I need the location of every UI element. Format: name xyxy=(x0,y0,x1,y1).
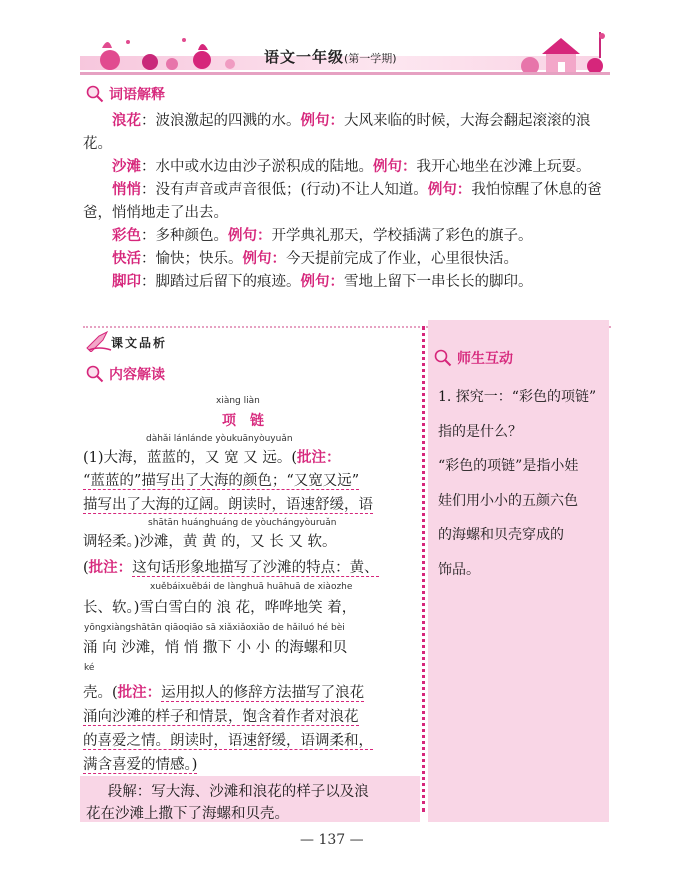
text-line: 壳。(批注：运用拟人的修辞方法描写了浪花 xyxy=(83,685,365,701)
text-line: (1)大海，蓝蓝的，又 宽 又 远。(批注： xyxy=(83,450,341,466)
pencil-book-icon xyxy=(85,326,113,352)
text-line: 满含喜爱的情感。) xyxy=(83,757,198,773)
content-heading xyxy=(86,364,165,384)
page-number: — 137 — xyxy=(300,832,364,848)
vocab-item: 快活：愉快；快乐。例句：今天提前完成了作业，心里很快活。 xyxy=(112,251,518,267)
answer-line: 娃们用小小的五颜六色 xyxy=(438,492,578,509)
vocab-item: 沙滩：水中或水边由沙子淤积成的陆地。例句：我开心地坐在沙滩上玩耍。 xyxy=(112,159,591,175)
pinyin-line: dàhǎi lánlánde yòukuānyòuyuǎn xyxy=(146,434,293,444)
question-line: 指的是什么？ xyxy=(438,423,522,440)
vocab-heading xyxy=(86,84,165,104)
magnifier-icon xyxy=(434,349,452,367)
text-line: “蓝蓝的”描写出了大海的颜色；“又宽又远” xyxy=(83,473,360,489)
interaction-heading-label: 师生互动 xyxy=(457,351,513,367)
text-line: 涌 向 沙滩，悄 悄 撒下 小 小 的海螺和贝 xyxy=(83,640,348,656)
summary-line: 段解：写大海、沙滩和浪花的样子以及浪 xyxy=(107,784,369,800)
answer-line: 饰品。 xyxy=(438,561,480,578)
interaction-panel xyxy=(428,320,609,822)
column-separator xyxy=(422,326,425,812)
text-line: 描写出了大海的辽阔。朗读时，语速舒缓，语 xyxy=(83,497,373,513)
poem-title-pinyin: xiàng liàn xyxy=(216,396,260,406)
vocab-heading-label: 词语解释 xyxy=(109,87,165,103)
paragraph-summary xyxy=(80,776,420,822)
vocab-item: 彩色：多种颜色。例句：开学典礼那天，学校插满了彩色的旗子。 xyxy=(112,228,533,244)
header-rule xyxy=(80,72,610,75)
interaction-heading xyxy=(434,348,513,368)
answer-line: “彩色的项链”是指小娃 xyxy=(438,458,579,474)
pinyin-line: ké xyxy=(84,663,95,673)
poem-title: 项链 xyxy=(222,413,278,429)
text-line: 的喜爱之情。朗读时，语速舒缓，语调柔和， xyxy=(83,733,373,749)
house-icon xyxy=(510,30,610,78)
page-header xyxy=(80,30,600,74)
vocab-item: 浪花：波浪激起的四溅的水。例句：大风来临的时候，大海会翻起滚滚的浪花。 xyxy=(83,113,591,152)
magnifier-icon xyxy=(86,365,104,383)
kewen-label: 课文品析 xyxy=(85,326,205,352)
text-line: 涌向沙滩的样子和情景，饱含着作者对浪花 xyxy=(83,709,359,725)
summary-line: 花在沙滩上撒下了海螺和贝壳。 xyxy=(86,806,289,822)
text-line: (批注：这句话形象地描写了沙滩的特点：黄、 xyxy=(83,560,379,576)
interaction-text xyxy=(438,380,608,587)
pinyin-line: yōngxiàngshātān qiāoqiāo sā xiǎxiǎoxiǎo de hǎiluó hé bèi xyxy=(84,623,345,633)
text-line: 长、软。)雪白雪白的 浪 花，哗哗地笑 着， xyxy=(83,600,357,616)
header-title: 语文一年级(第一学期) xyxy=(264,48,397,66)
pinyin-line: shātān huánghuáng de yòuchángyòuruǎn xyxy=(148,518,337,528)
header-decoration-left-icon xyxy=(80,30,250,74)
text-line: 调轻柔。)沙滩，黄 黄 的，又 长 又 软。 xyxy=(83,534,337,550)
vocab-item: 脚印：脚踏过后留下的痕迹。例句：雪地上留下一串长长的脚印。 xyxy=(112,274,533,290)
magnifier-icon xyxy=(86,85,104,103)
vocab-item: 悄悄：没有声音或声音很低；(行动)不让人知道。例句：我怕惊醒了休息的爸爸，悄悄地走了出去。 xyxy=(83,182,602,221)
pinyin-line: xuěbáixuěbái de lànghuā huāhuā de xiàozhe xyxy=(150,582,353,592)
question-line: 1. 探究一：“彩色的项链” xyxy=(438,389,597,405)
vocab-list xyxy=(83,110,613,294)
answer-line: 的海螺和贝壳穿成的 xyxy=(438,527,564,543)
content-heading-label: 内容解读 xyxy=(109,367,165,383)
